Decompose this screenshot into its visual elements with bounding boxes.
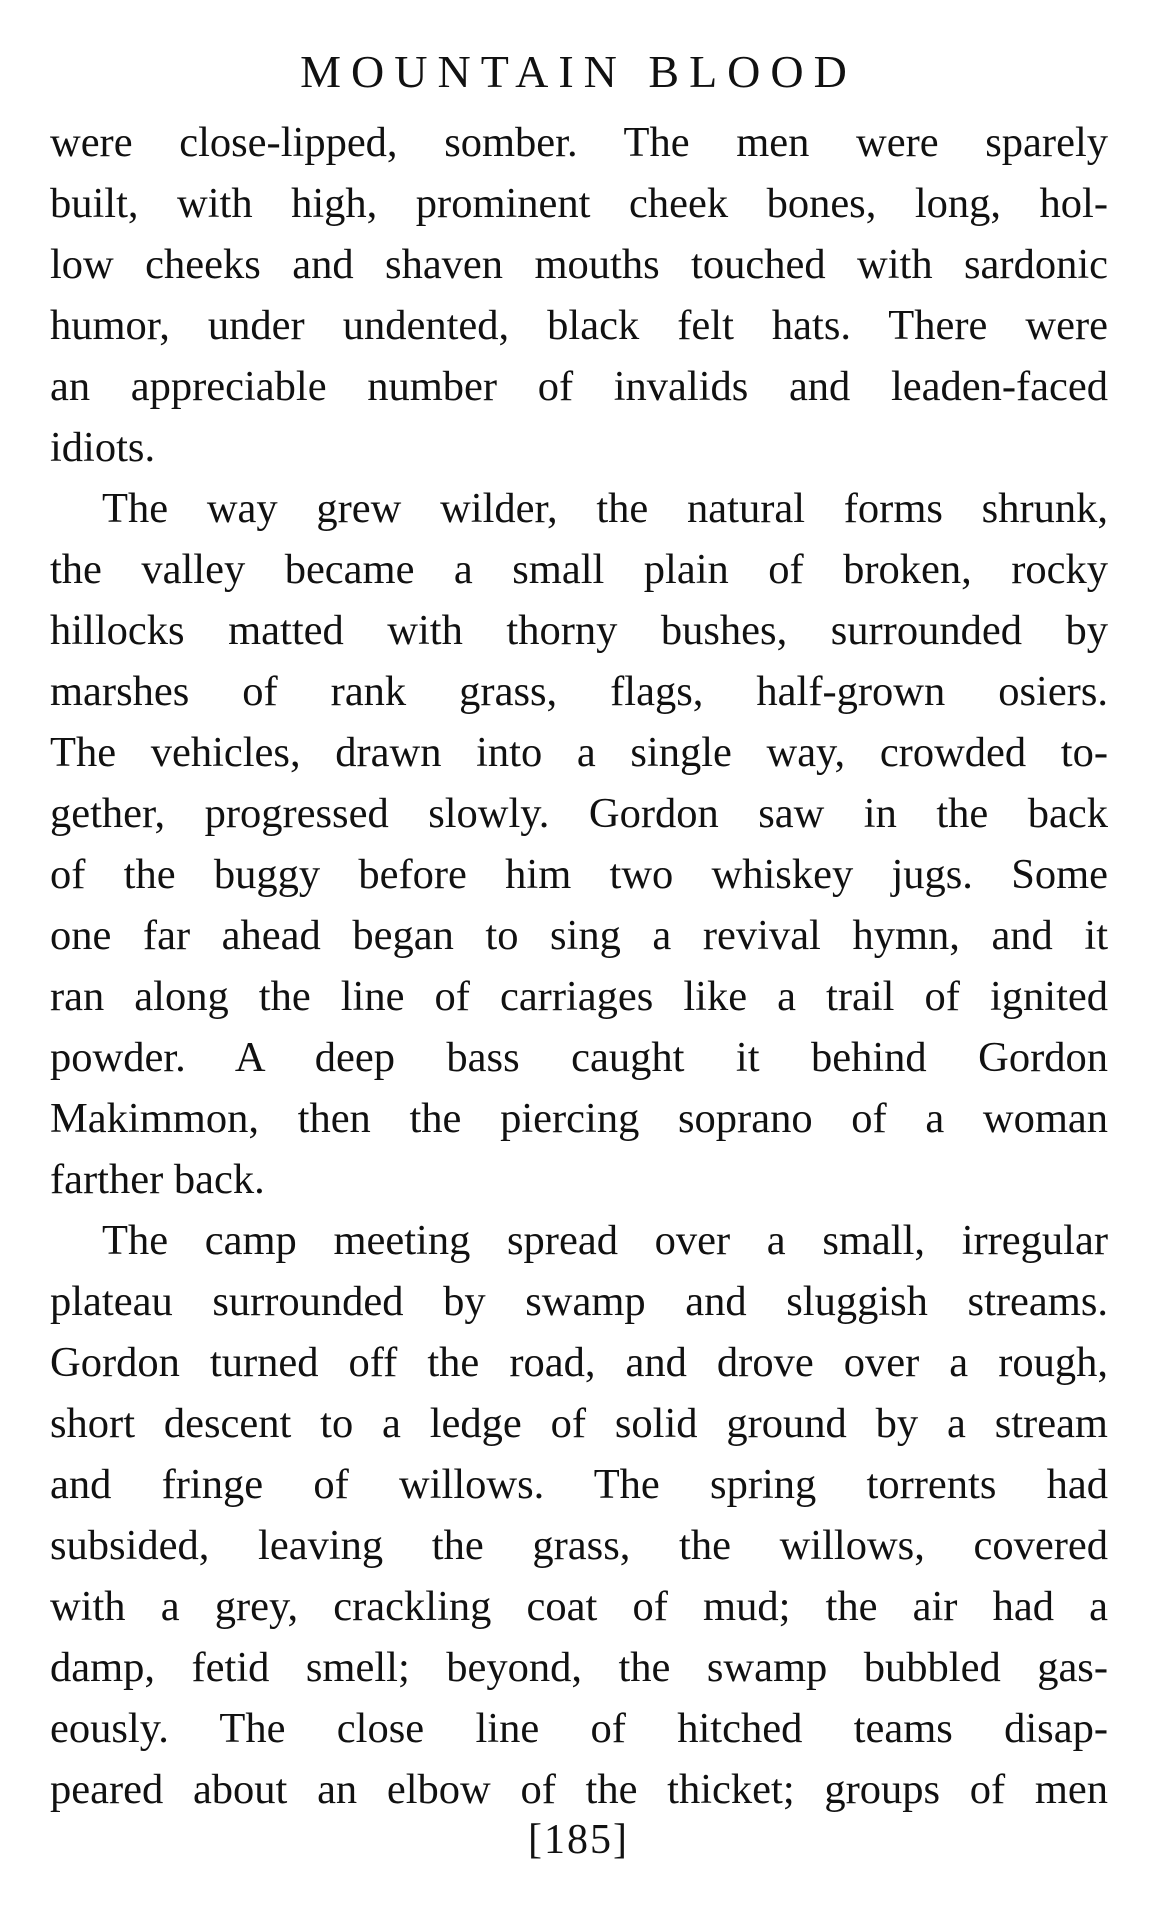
text-line: subsided, leaving the grass, the willows, covered xyxy=(50,1522,1108,1569)
running-head: MOUNTAIN BLOOD xyxy=(300,46,857,97)
text-line: peared about an elbow of the thicket; groups of men xyxy=(50,1766,1108,1813)
text-line: one far ahead began to sing a revival hymn, and it xyxy=(50,912,1108,959)
text-line: The vehicles, drawn into a single way, crowded to- xyxy=(50,729,1108,776)
text-line: built, with high, prominent cheek bones, long, hol- xyxy=(50,180,1108,227)
text-line: farther back. xyxy=(50,1156,265,1203)
text-line: with a grey, crackling coat of mud; the air had a xyxy=(50,1583,1108,1630)
body-text xyxy=(50,112,1108,1820)
text-line: eously. The close line of hitched teams disap- xyxy=(50,1705,1108,1752)
text-line: an appreciable number of invalids and leaden-faced xyxy=(50,363,1108,410)
text-line: and fringe of willows. The spring torrents had xyxy=(50,1461,1108,1508)
text-line: marshes of rank grass, flags, half-grown osiers. xyxy=(50,668,1108,715)
text-line: idiots. xyxy=(50,424,156,471)
text-line: low cheeks and shaven mouths touched with sardonic xyxy=(50,241,1108,288)
text-line: the valley became a small plain of broken, rocky xyxy=(50,546,1108,593)
text-line: The camp meeting spread over a small, irregular xyxy=(102,1217,1108,1264)
text-line: of the buggy before him two whiskey jugs. Some xyxy=(50,851,1108,898)
text-line: damp, fetid smell; beyond, the swamp bubbled gas- xyxy=(50,1644,1108,1691)
paragraph-1 xyxy=(50,112,1108,478)
text-line: powder. A deep bass caught it behind Gordon xyxy=(50,1034,1108,1081)
text-line: hillocks matted with thorny bushes, surrounded by xyxy=(50,607,1108,654)
text-line: Makimmon, then the piercing soprano of a woman xyxy=(50,1095,1108,1142)
text-line: The way grew wilder, the natural forms shrunk, xyxy=(102,485,1108,532)
text-line: Gordon turned off the road, and drove over a rough, xyxy=(50,1339,1108,1386)
text-line: ran along the line of carriages like a trail of ignited xyxy=(50,973,1108,1020)
paragraph-2 xyxy=(50,478,1108,1210)
text-line: humor, under undented, black felt hats. There were xyxy=(50,302,1108,349)
text-line: plateau surrounded by swamp and sluggish streams. xyxy=(50,1278,1108,1325)
page-number: [185] xyxy=(528,1817,629,1863)
text-line: were close-lipped, somber. The men were sparely xyxy=(50,119,1108,166)
paragraph-3 xyxy=(50,1210,1108,1820)
text-line: short descent to a ledge of solid ground by a stream xyxy=(50,1400,1108,1447)
text-line: gether, progressed slowly. Gordon saw in the back xyxy=(50,790,1108,837)
